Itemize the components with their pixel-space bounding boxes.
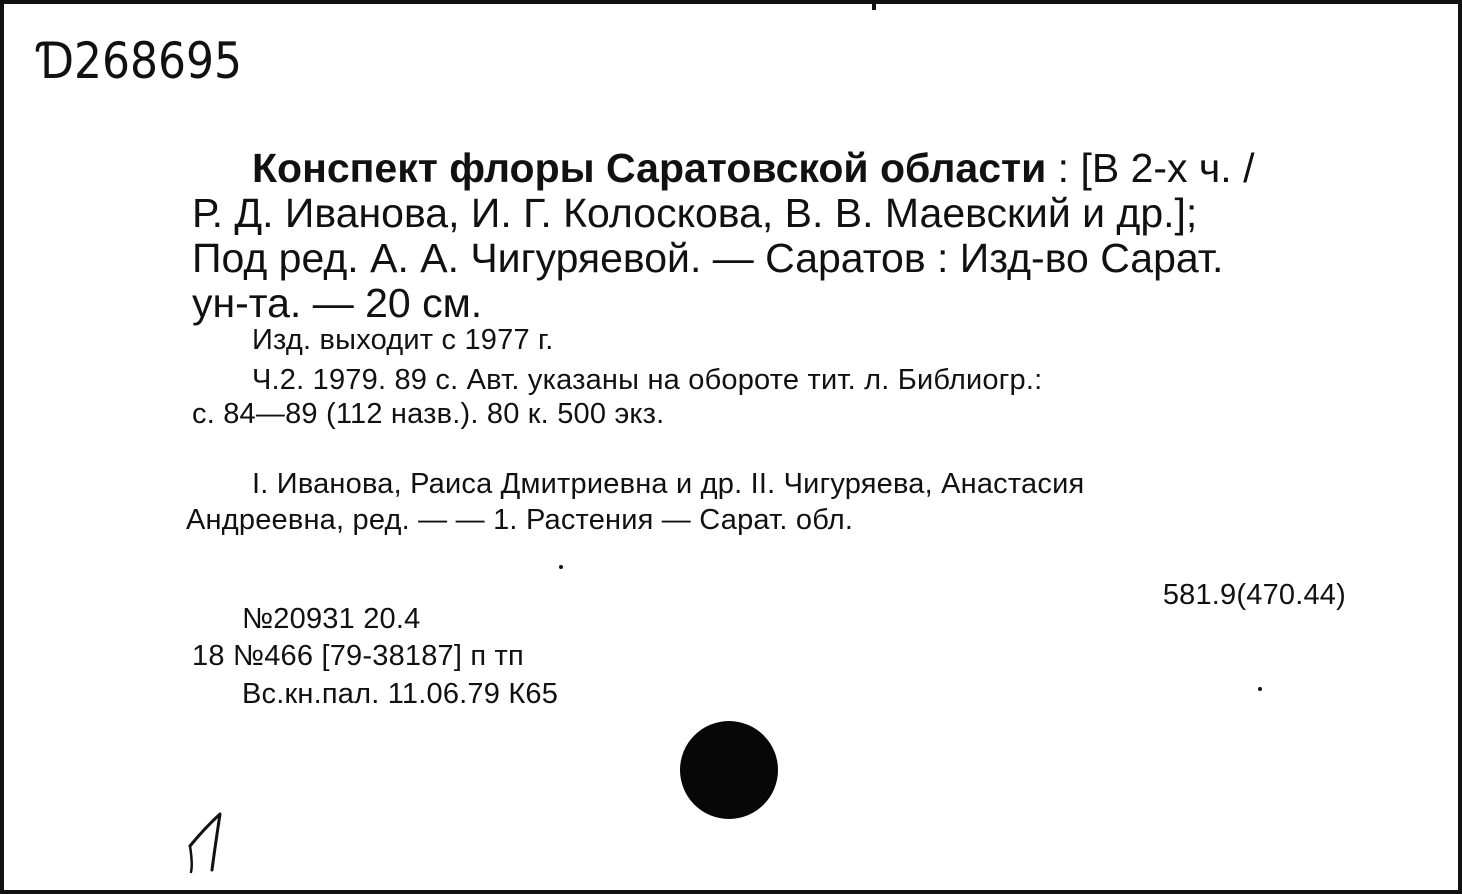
handwritten-call-number: Ɗ268695: [38, 32, 242, 90]
classification-number: 581.9(470.44): [1162, 579, 1346, 611]
printed-speck: [1258, 687, 1262, 691]
handwritten-one-mark: [182, 804, 242, 874]
part-description: Ч.2. 1979. 89 с. Авт. указаны на обороте тит. л. Библиогр.:: [252, 364, 1043, 396]
bibliography-price-line: с. 84—89 (112 назв.). 80 к. 500 экз.: [192, 398, 665, 430]
registration-line: 18 №466 [79-38187] п тп: [192, 640, 524, 672]
authors-line: Р. Д. Иванова, И. Г. Колоскова, В. В. Маевский и др.];: [192, 190, 1198, 236]
punch-hole: [680, 721, 778, 819]
top-border-mark: [872, 4, 876, 10]
title-line-1: [252, 145, 1254, 191]
added-entries-line-1: I. Иванова, Раиса Дмитриевна и др. II. Чигуряева, Анастасия: [252, 468, 1085, 500]
book-title: Конспект флоры Саратовской области: [252, 145, 1047, 191]
publication-note: Изд. выходит с 1977 г.: [252, 324, 554, 356]
editor-publisher-line: Под ред. А. А. Чигуряевой. — Саратов : Изд-во Сарат.: [192, 235, 1224, 281]
record-number: №20931 20.4: [242, 603, 421, 635]
title-statement: : [В 2-х ч. /: [1046, 145, 1255, 191]
book-chamber-line: Вс.кн.пал. 11.06.79 К65: [242, 678, 559, 710]
printed-speck: [559, 565, 563, 569]
added-entries-line-2: Андреевна, ред. — — 1. Растения — Сарат. обл.: [186, 504, 854, 536]
size-line: ун-та. — 20 см.: [192, 280, 483, 326]
